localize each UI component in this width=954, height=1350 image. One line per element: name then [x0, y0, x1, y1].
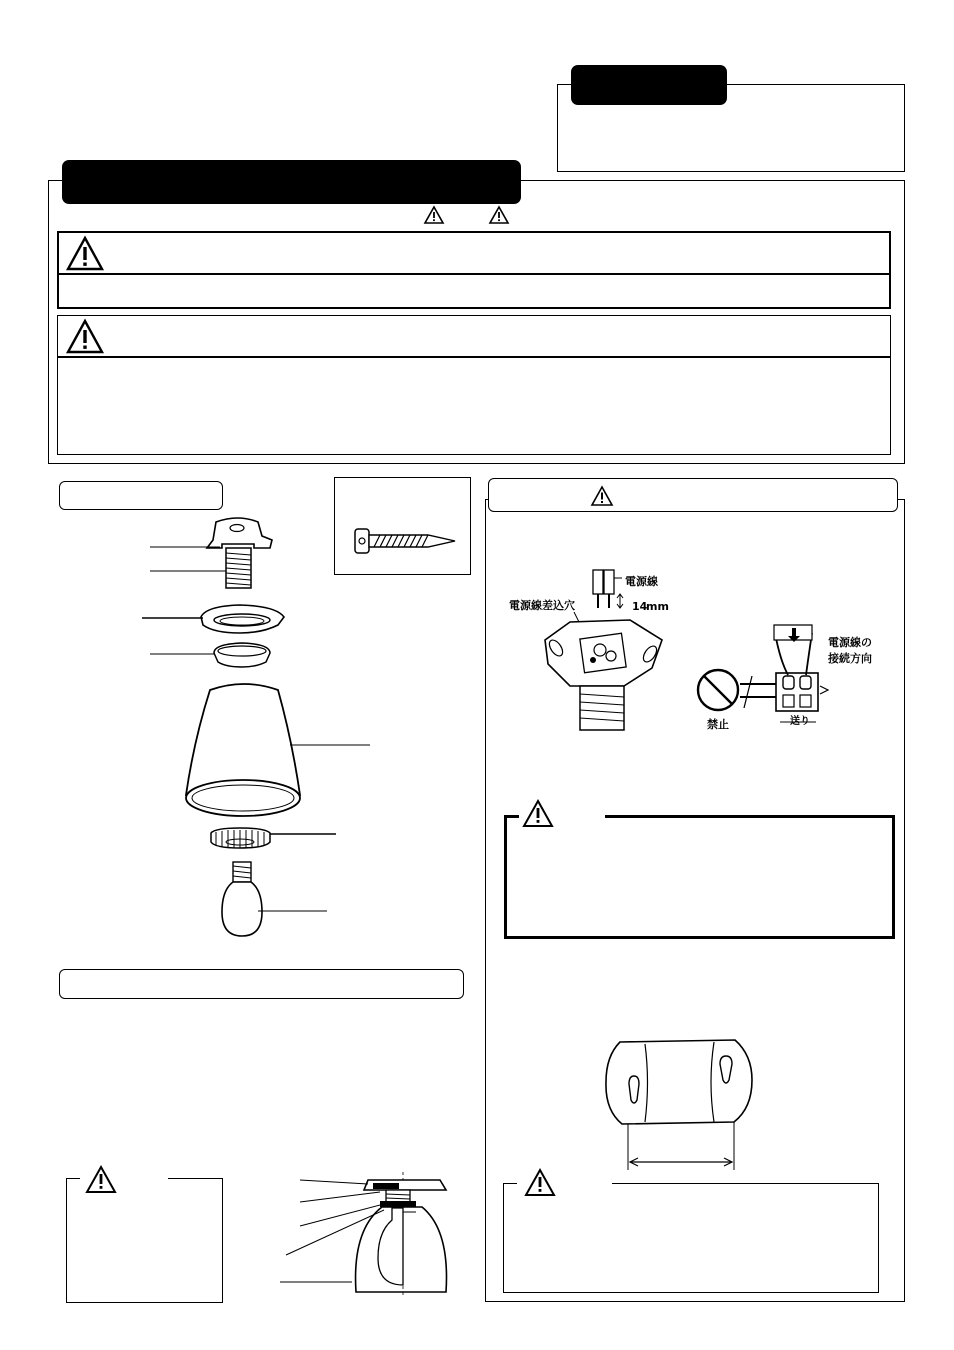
power-wire-label: 電源線 — [625, 575, 658, 588]
strip-length-value: 14 — [632, 600, 648, 613]
warning-block — [57, 231, 891, 309]
border-segment — [612, 1183, 879, 1184]
warning-triangle-icon — [66, 319, 104, 355]
caution-block — [57, 315, 891, 455]
assembled-cross-section — [280, 1170, 460, 1300]
wiring-section-tab — [488, 478, 898, 512]
warning-triangle-icon — [66, 236, 104, 272]
wiring-caution-box — [504, 815, 895, 939]
parts-exploded-view — [140, 512, 390, 942]
prohibited-label: 禁止 — [707, 718, 729, 731]
divider — [57, 356, 891, 358]
divider — [57, 273, 891, 275]
note-box-title-bar — [571, 65, 727, 105]
warning-triangle-icon — [591, 485, 613, 507]
warning-triangle-icon — [524, 1168, 556, 1198]
strip-length-unit: mm — [646, 600, 669, 613]
warning-triangle-icon — [522, 799, 554, 829]
caution-note-box — [66, 1178, 223, 1303]
mounting-caution-box — [503, 1183, 879, 1293]
direction-label-line1: 電源線の — [828, 636, 872, 649]
border-segment — [66, 1178, 80, 1179]
insertion-hole-label: 電源線差込穴 — [509, 599, 575, 612]
installation-steps-tab — [59, 969, 464, 999]
border-segment — [168, 1178, 223, 1179]
safety-section-title-bar — [62, 160, 521, 204]
warning-triangle-icon — [424, 205, 444, 225]
mounting-plate-figure — [600, 1030, 760, 1175]
border-segment — [605, 815, 895, 818]
warning-triangle-icon — [85, 1165, 117, 1195]
parts-section-tab — [59, 481, 223, 510]
border-segment — [504, 815, 519, 818]
prohibited-icon — [698, 670, 738, 710]
border-segment — [503, 1183, 517, 1184]
warning-triangle-icon — [489, 205, 509, 225]
feed-label: 送り — [790, 716, 810, 727]
direction-label-line2: 接続方向 — [828, 652, 872, 665]
